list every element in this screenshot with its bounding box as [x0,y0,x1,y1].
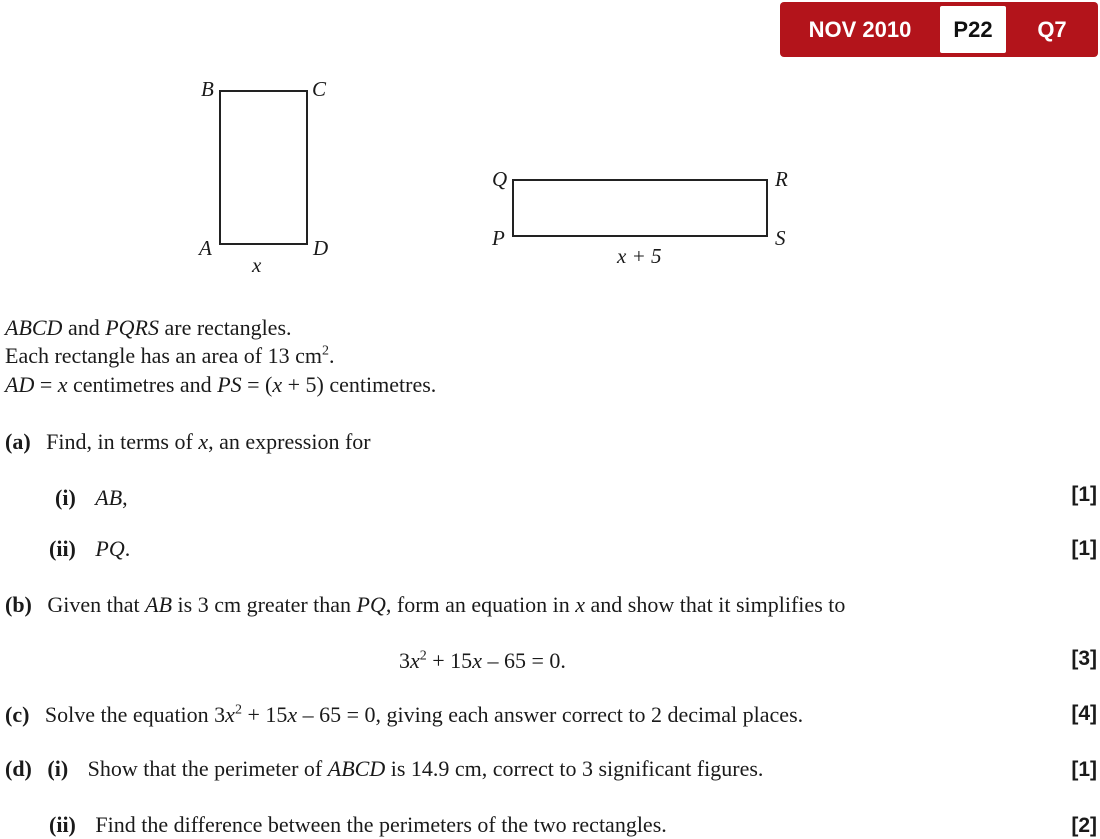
part-a-ii-tail: . [124,536,131,561]
part-b-t5: , form an equation in [385,592,576,617]
vertex-label-p: P [492,226,505,250]
marks-a-ii: [1] [1071,537,1097,560]
part-a-i [55,485,128,511]
intro-cm-and: centimetres and [67,372,218,397]
vertex-label-b: B [201,77,214,101]
part-c-x: x [225,702,235,727]
part-a-text: Find, in terms of [46,429,199,454]
eq-x: x [410,648,420,673]
part-c-t1: Solve the equation 3 [44,702,226,727]
eq-3: 3 [399,648,410,673]
intro-area-text: Each rectangle has an area of 13 cm [5,343,322,368]
part-a [5,429,371,455]
vertex-label-s: S [775,226,786,250]
rectangle-abcd [219,90,308,245]
eq-sup: 2 [419,648,427,664]
intro-rectangles: are rectangles. [158,315,292,340]
part-a-text-end: , an expression for [208,429,371,454]
part-b-ab: AB [145,592,173,617]
intro-eq1: = [34,372,58,397]
part-b-equation [399,648,566,674]
intro-and: and [62,315,106,340]
intro-ps: PS [217,372,242,397]
marks-c: [4] [1071,702,1097,725]
session-label: NOV 2010 [808,16,912,42]
question-reference-badge [780,2,1098,57]
part-d-i-abcd: ABCD [327,756,386,781]
part-a-i-label: (i) [55,485,76,510]
marks-b: [3] [1071,647,1097,670]
marks-a-i: [1] [1071,483,1097,506]
vertex-label-q: Q [492,167,508,191]
paper-label: P22 [940,6,1006,53]
vertex-label-c: C [312,77,327,101]
part-c-label: (c) [5,702,30,727]
part-c-t3: – 65 = 0, giving each answer correct to 2 decimal places. [297,702,804,727]
part-d-label: (d) [5,756,32,781]
part-b-t1: Given that [47,592,146,617]
eq-x2: x [472,648,482,673]
part-b-x: x [575,592,586,617]
marks-d-i: [1] [1071,758,1097,781]
vertex-label-r: R [775,167,788,191]
eq-minus65: – 65 = 0. [481,648,566,673]
side-label-x-plus-5: x + 5 [617,244,662,268]
part-b-t3: is 3 cm greater than [172,592,357,617]
vertex-label-d: D [313,236,329,260]
part-d-ii [49,812,667,838]
part-d-ii-text: Find the difference between the perimeters of the two rectangles. [95,812,667,837]
intro-line-3 [5,372,436,398]
rectangle-pqrs [512,179,768,237]
part-a-label: (a) [5,429,31,454]
part-a-i-text: AB [95,485,123,510]
question-number: Q7 [1037,16,1067,42]
part-a-ii [49,536,130,562]
eq-plus15: + 15 [426,648,473,673]
part-d-i-label: (i) [47,756,69,781]
intro-line-1 [5,315,292,341]
part-a-ii-text: PQ [95,536,125,561]
intro-x2: x [272,372,283,397]
part-d-i-t3: is 14.9 cm, correct to 3 significant figures. [385,756,764,781]
intro-area-sup: 2 [322,343,329,359]
part-d-i [5,756,763,782]
intro-area-end: . [329,343,335,368]
side-label-x: x [252,253,262,277]
part-c [5,702,803,728]
intro-plus5-cm: + 5) centimetres. [282,372,437,397]
intro-ad: AD [5,372,35,397]
intro-line-2 [5,343,335,369]
marks-d-ii: [2] [1071,814,1097,837]
part-a-i-tail: , [122,485,128,510]
part-a-x: x [198,429,209,454]
intro-x1: x [57,372,68,397]
part-c-x2: x [287,702,298,727]
part-b-label: (b) [5,592,32,617]
part-a-ii-label: (ii) [49,536,76,561]
part-b [5,592,845,618]
intro-abcd: ABCD [5,315,63,340]
part-d-ii-label: (ii) [49,812,76,837]
part-c-plus15: + 15 [241,702,288,727]
part-d-i-t1: Show that the perimeter of [87,756,328,781]
part-c-sup: 2 [234,702,242,718]
intro-pqrs: PQRS [105,315,159,340]
part-b-t7: and show that it simplifies to [585,592,846,617]
intro-eq2: = ( [241,372,273,397]
part-b-pq: PQ [356,592,386,617]
vertex-label-a: A [199,236,212,260]
